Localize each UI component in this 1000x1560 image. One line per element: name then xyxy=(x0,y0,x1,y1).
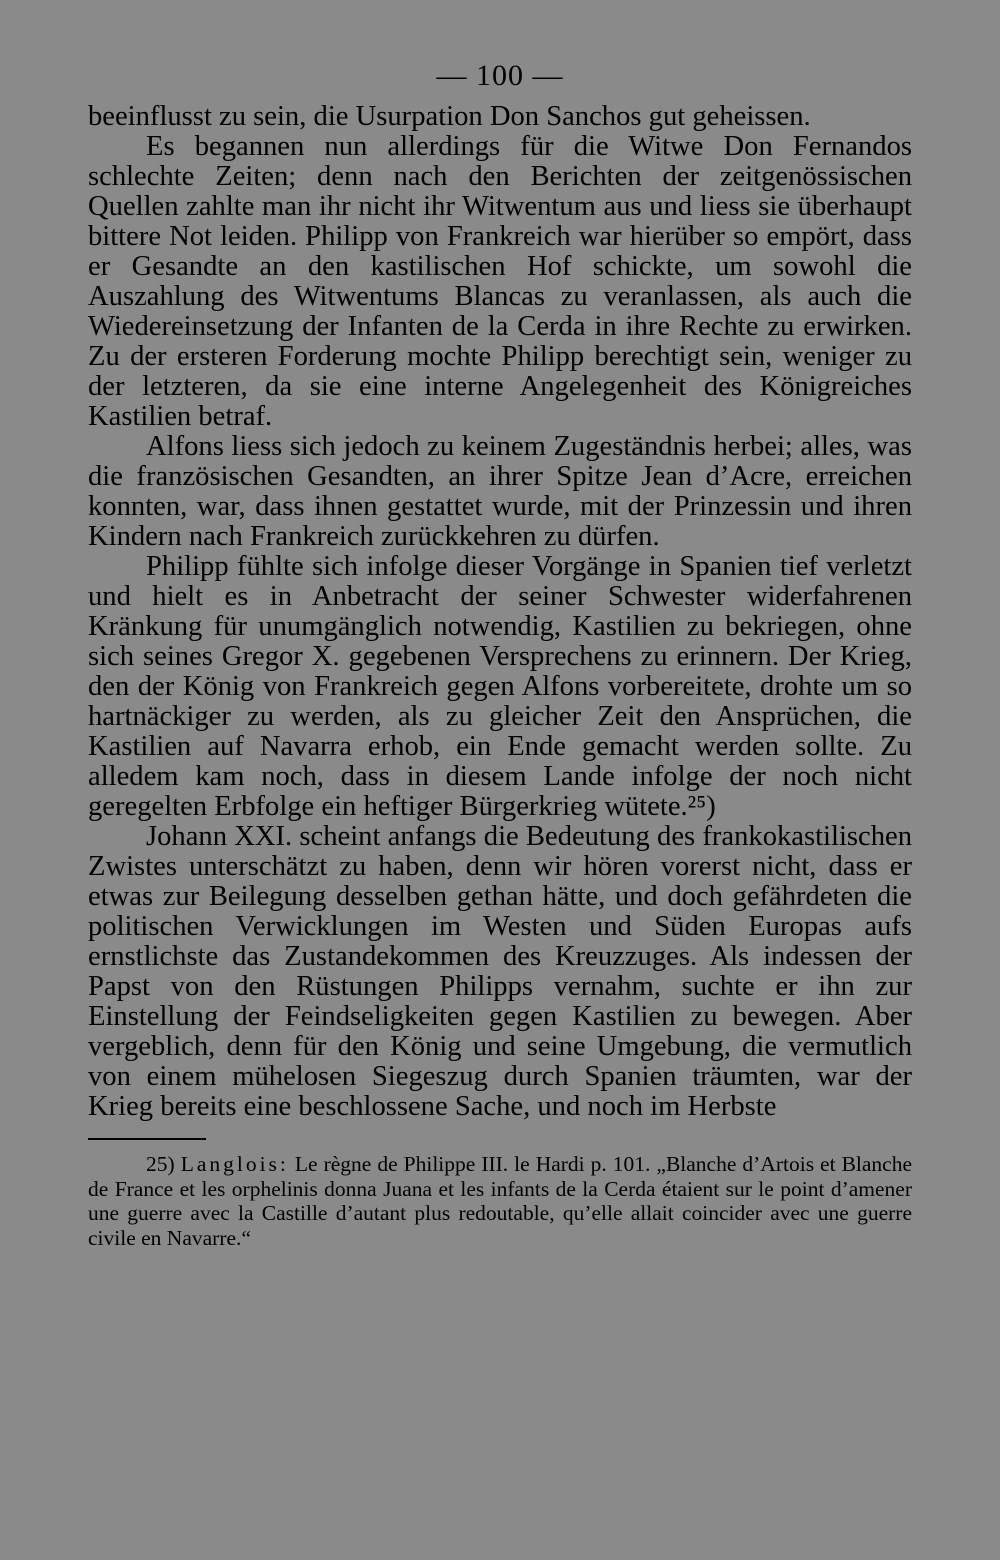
page-number-header: — 100 — xyxy=(436,59,564,92)
paragraph: Johann XXI. scheint anfangs die Bedeutung des frankokastilischen Zwistes unterschätzt zu haben, denn wir hören vorerst nicht, dass er etwas zur Beilegung desselben gethan hätte, und doch gefährdeten die politischen Verwicklungen im Westen und Süden Europas aufs ernstlichste das Zustandekommen des Kreuzzuges. Als indessen der Papst von den Rüstungen Philipps vernahm, suchte er ihn zur Einstellung der Feindseligkeiten gegen Kastilien zu bewegen. Aber vergeblich, denn für den König und seine Umgebung, die vermutlich von einem mühelosen Siegeszug durch Spanien träumten, war der Krieg bereits eine beschlossene Sache, und noch im Herbste xyxy=(88,821,912,1122)
footnote-divider xyxy=(88,1138,206,1140)
footnote xyxy=(88,1152,912,1250)
paragraph: Philipp fühlte sich infolge dieser Vorgänge in Spanien tief verletzt und hielt es in Anbetracht der seiner Schwester widerfahrenen Kränkung für unumgänglich notwendig, Kastilien zu bekriegen, ohne sich seines Gregor X. gegebenen Versprechens zu erinnern. Der Krieg, den der König von Frankreich gegen Alfons vorbereitete, drohte um so hartnäckiger zu werden, als zu gleicher Zeit den Ansprüchen, die Kastilien auf Navarra erhob, ein Ende gemacht werden sollte. Zu alledem kam noch, dass in diesem Lande infolge der noch nicht geregelten Erbfolge ein heftiger Bürgerkrieg wütete.²⁵) xyxy=(88,551,912,822)
paragraph: Alfons liess sich jedoch zu keinem Zugeständnis herbei; alles, was die französischen Gesandten, an ihrer Spitze Jean d’Acre, erreichen konnten, war, dass ihnen gestattet wurde, mit der Prinzessin und ihren Kindern nach Frankreich zurückkehren zu dürfen. xyxy=(88,431,912,552)
body-text xyxy=(88,102,912,1122)
footnote-text: Le règne de Philippe III. le Hardi p. 101. „Blanche d’Artois et Blanche de France et les orphelinis donna Juana et les infants de la Cerda étaient sur le point d’amener une guerre avec la Castille d’autant plus redoutable, qu’elle allait coincider avec une guerre civile en Navarre.“ xyxy=(88,1152,913,1250)
paragraph: Es begannen nun allerdings für die Witwe Don Fernandos schlechte Zeiten; denn nach den Berichten der zeitgenössischen Quellen zahlte man ihr nicht ihr Witwentum aus und liess sie überhaupt bittere Not leiden. Philipp von Frankreich war hierüber so empört, dass er Gesandte an den kastilischen Hof schickte, um sowohl die Auszahlung des Witwentums Blancas zu veranlassen, als auch die Wiedereinsetzung der Infanten de la Cerda in ihre Rechte zu erwirken. Zu der ersteren Forderung mochte Philipp berechtigt sein, weniger zu der letzteren, da sie eine interne Angelegenheit des Königreiches Kastilien betraf. xyxy=(88,131,912,432)
footnote-marker: 25) xyxy=(146,1152,175,1176)
paragraph-continuation: beeinflusst zu sein, die Usurpation Don Sanchos gut geheissen. xyxy=(88,101,811,132)
book-page xyxy=(88,58,912,1250)
footnote-author: Langlois: xyxy=(180,1152,289,1176)
